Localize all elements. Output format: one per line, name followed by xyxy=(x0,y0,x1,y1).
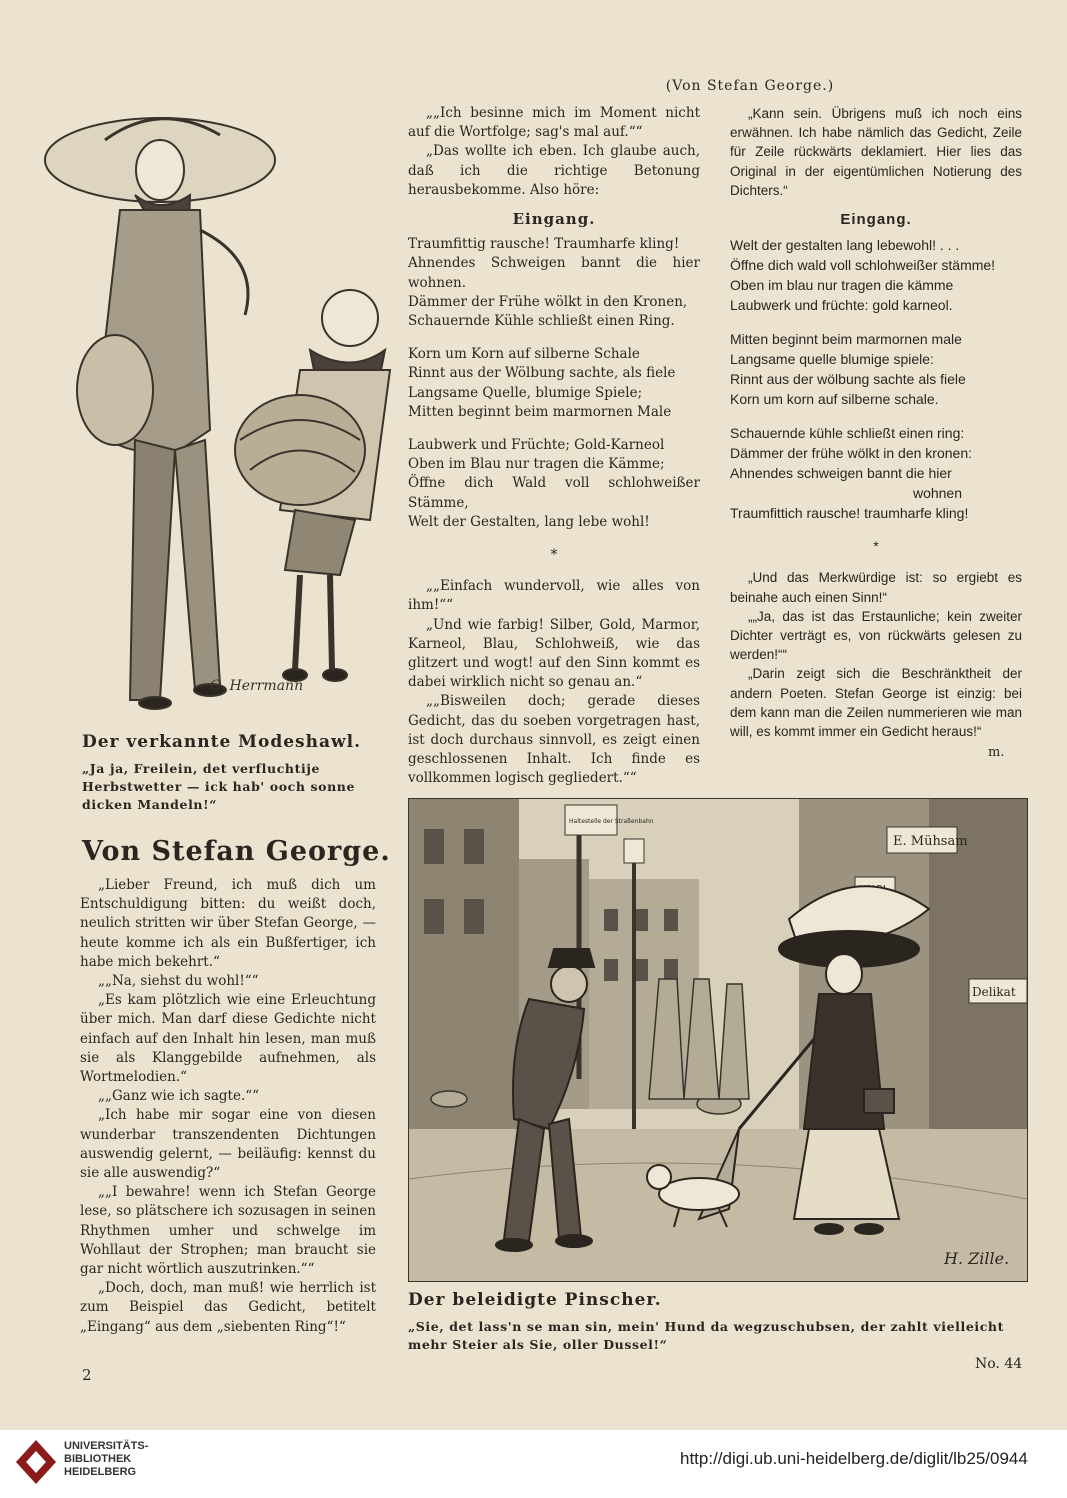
poem-line: Schauernde Kühle schließt einen Ring. xyxy=(408,313,675,330)
article-column-right xyxy=(730,104,1022,741)
poem-line: Mitten beginnt beim marmornen Male xyxy=(408,403,672,420)
right-caption-text: „Sie, det lass'n se man sin, mein' Hund da wegzuschubsen, der zahlt vielleicht mehr Steier als Sie, oller Dussel!“ xyxy=(408,1319,1004,1352)
paragraph: „Lieber Freund, ich muß dich um Entschuldigung bitten: du weißt doch, neulich stritten wir über Stefan George, — heute komme ich als ein Bußfertiger, ich habe mich bekehrt.“ xyxy=(80,877,376,970)
paragraph: „„Ganz wie ich sagte.““ xyxy=(98,1088,260,1105)
poem-line: Langsame quelle blumige spiele: xyxy=(730,351,934,368)
poem-line-continuation: wohnen xyxy=(912,485,962,502)
paragraph: „Und das Merkwürdige ist: so ergiebt es beinahe auch einen Sinn!“ xyxy=(730,570,1022,605)
poem-line: Korn um korn auf silberne schale. xyxy=(730,391,939,408)
paragraph: „Doch, doch, man muß! wie herrlich ist zum Beispiel das Gedicht, betitelt „Eingang“ aus dem „siebenten Ring“!“ xyxy=(80,1280,376,1335)
poem-stanza xyxy=(730,329,1022,409)
poem-stanza xyxy=(408,235,700,331)
illustration-modeshawl xyxy=(10,100,395,720)
left-illustration-signature: O. Herrmann xyxy=(210,678,304,694)
poem-line: Dämmer der frühe wölkt in den kronen: xyxy=(730,445,972,462)
paragraph: „„I bewahre! wenn ich Stefan George lese, so plätschere ich sozusagen in seinen Rhythmen umher und schwelge im Wohllaut der Strophen; man braucht sie gar nicht wörtlich auszutrinken.““ xyxy=(80,1184,376,1278)
left-caption-text: „Ja ja, Freilein, det verfluchtije Herbstwetter — ick hab' ooch sonne dicken Mandeln!“ xyxy=(82,761,356,812)
paragraph: „„Bisweilen doch; gerade dieses Gedicht, das du soeben vorgetragen hast, ist doch durchaus sinnvoll, es zeigt einen geschlossenen Inhalt. Ich finde es vollkommen logisch gegliedert.““ xyxy=(408,693,700,787)
modeshawl-drawing xyxy=(10,100,395,720)
permalink-url[interactable]: http://digi.ub.uni-heidelberg.de/diglit/lb25/0944 xyxy=(680,1449,1028,1468)
article-heading: Von Stefan George. xyxy=(82,836,391,867)
section-star: * xyxy=(873,539,879,555)
artist-signature: H. Zille. xyxy=(944,1249,1010,1268)
logo-line: BIBLIOTHEK xyxy=(64,1453,132,1465)
logo-line: UNIVERSITÄTS- xyxy=(64,1440,149,1452)
library-logo-text xyxy=(64,1440,148,1479)
issue-number: No. 44 xyxy=(975,1356,1023,1372)
paragraph: „„Einfach wundervoll, wie alles von ihm!““ xyxy=(408,578,700,614)
article-column-middle xyxy=(408,104,700,789)
page-number: 2 xyxy=(82,1366,92,1384)
running-head: (Von Stefan George.) xyxy=(665,78,835,94)
poem-line: Mitten beginnt beim marmornen male xyxy=(730,331,962,348)
poem-line: Laubwerk und früchte: gold karneol. xyxy=(730,297,953,314)
poem-line: Traumfittich rausche! traumharfe kling! xyxy=(730,505,969,522)
poem-line: Korn um Korn auf silberne Schale xyxy=(408,346,640,363)
paragraph: „Darin zeigt sich die Beschränktheit der andern Poeten. Stefan George ist einzig: bei dem kann man die Zeilen nummerieren wie man will, es kommt immer ein Gedicht heraus!“ xyxy=(730,666,1022,740)
poem-line: Öffne dich Wald voll schlohweißer Stämme, xyxy=(408,475,700,511)
poem-line: Rinnt aus der wölbung sachte als fiele xyxy=(730,371,966,388)
poem-line: Ahnendes Schweigen bannt die hier wohnen. xyxy=(408,255,700,291)
paragraph: „„Ja, das ist das Erstaunliche; kein zweiter Dichter verträgt es, von rückwärts gelesen zu werden!““ xyxy=(730,608,1022,663)
poem-stanza xyxy=(730,423,1022,523)
poem-line: Traumfittig rausche! Traumharfe kling! xyxy=(408,236,680,253)
right-caption-title: Der beleidigte Pinscher. xyxy=(408,1290,662,1310)
illustration-pinscher xyxy=(408,798,1028,1282)
poem-line: Oben im blau nur tragen die kämme xyxy=(730,277,954,294)
poem-stanza xyxy=(408,436,700,532)
article-column-left xyxy=(80,876,376,1337)
tram-stop-sign-text: Haltestelle der Straßenbahn xyxy=(569,818,654,825)
paragraph: „Das wollte ich eben. Ich glaube auch, daß ich die richtige Betonung herausbekomme. Also höre: xyxy=(408,143,700,198)
deli-sign-text: Delikat xyxy=(972,985,1016,999)
poem-line: Welt der gestalten lang lebewohl! . . . xyxy=(730,237,960,254)
poem-line: Laubwerk und Früchte; Gold-Karneol xyxy=(408,437,665,454)
paragraph: „„Ich besinne mich im Moment nicht auf die Wortfolge; sag's mal auf.““ xyxy=(408,105,700,141)
author-signature: m. xyxy=(988,745,1005,760)
paragraph: „„Na, siehst du wohl!““ xyxy=(98,973,259,990)
paragraph: „Kann sein. Übrigens muß ich noch eins erwähnen. Ich habe nämlich das Gedicht, Zeile für Zeile rückwärts deklamiert. Hier lies das Original in der eigentümlichen Notierung des Dichters.“ xyxy=(730,106,1022,198)
poem-line: Schauernde kühle schließt einen ring: xyxy=(730,425,965,442)
street-scene-drawing xyxy=(409,799,1027,1281)
paragraph: „Ich habe mir sogar eine von diesen wunderbar transzendenten Dichtungen auswendig gelernt, — beiläufig: kennst du sie alle auswendig?“ xyxy=(80,1107,376,1182)
poem-line: Oben im Blau nur tragen die Kämme; xyxy=(408,456,665,473)
poem-line: Rinnt aus der Wölbung sachte, als fiele xyxy=(408,365,676,382)
logo-line: HEIDELBERG xyxy=(64,1466,137,1478)
paragraph: „Und wie farbig! Silber, Gold, Marmor, Karneol, Blau, Schlohweiß, wie das glitzert und wogt! auf den Sinn kommt es dabei wirklich nicht so genau an.“ xyxy=(408,616,700,691)
poem-line: Langsame Quelle, blumige Spiele; xyxy=(408,384,643,401)
poem-title: Eingang. xyxy=(512,210,596,229)
poem-line: Ahnendes schweigen bannt die hier xyxy=(730,465,952,482)
left-caption-title: Der verkannte Modeshawl. xyxy=(82,732,361,752)
paragraph: „Es kam plötzlich wie eine Erleuchtung über mich. Man darf diese Gedichte nicht einfach auf den Inhalt hin lesen, man muß sie als Klanggebilde aufnehmen, als Wortmelodien.“ xyxy=(80,992,376,1086)
poem-line: Dämmer der Frühe wölkt in den Kronen, xyxy=(408,293,688,310)
poem-line: Welt der Gestalten, lang lebe wohl! xyxy=(408,513,650,530)
poem-title: Eingang. xyxy=(840,211,912,229)
poem-stanza xyxy=(730,235,1022,315)
poem-stanza xyxy=(408,345,700,422)
poem-line: Öffne dich wald voll schlohweißer stämme! xyxy=(730,257,996,274)
university-logo-icon xyxy=(12,1432,60,1492)
section-star: * xyxy=(550,547,558,564)
shop-sign-text: E. Mühsam xyxy=(893,834,968,849)
